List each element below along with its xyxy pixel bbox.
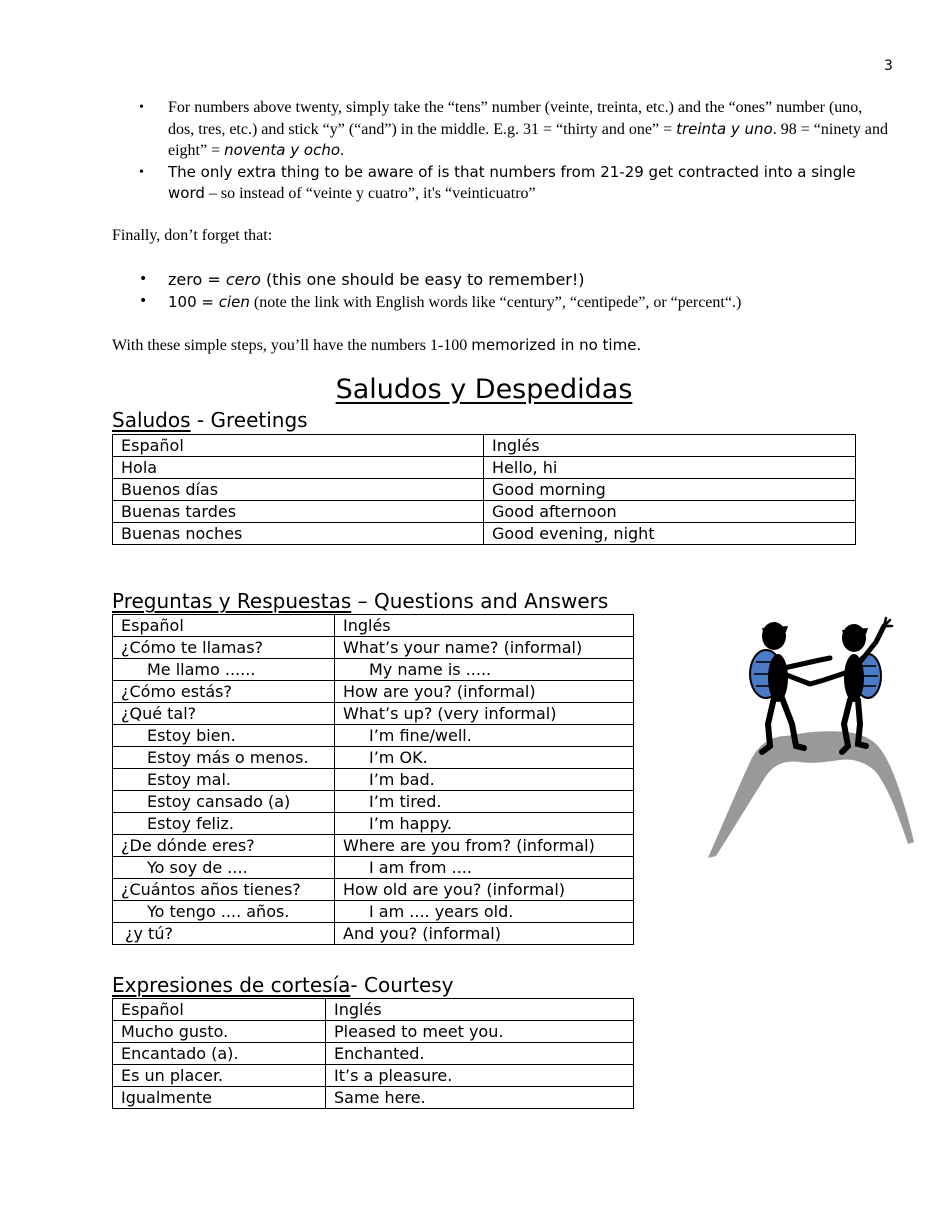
table-row: Yo soy de .... I am from ....: [113, 857, 634, 879]
table-header-row: [113, 999, 634, 1021]
table-row: Mucho gusto. Pleased to meet you.: [113, 1021, 634, 1043]
column-header-english: Inglés: [326, 999, 634, 1021]
column-header-spanish: Español: [113, 435, 484, 457]
list-item: • For numbers above twenty, simply take the “tens” number (veinte, treinta, etc.) and the “ones” number (uno, dos, tres, etc.) and stick “y” (“and”) in the middle. E.g. 31 = “thirty and one” = treinta y uno. 98 = “ninety and eight” = noventa y ocho.: [112, 97, 892, 162]
table-row: Yo tengo .... años. I am .... years old.: [113, 901, 634, 923]
table-row: Encantado (a). Enchanted.: [113, 1043, 634, 1065]
table-row: Estoy más o menos. I’m OK.: [113, 747, 634, 769]
table-row: ¿De dónde eres? Where are you from? (informal): [113, 835, 634, 857]
numbers-rules-list: [112, 97, 892, 205]
table-row: Estoy mal. I’m bad.: [113, 769, 634, 791]
questions-table: [112, 614, 634, 945]
table-row: ¿Cuántos años tienes? How old are you? (informal): [113, 879, 634, 901]
courtesy-table: [112, 998, 634, 1109]
list-item: • 100 = cien (note the link with English words like “century”, “centipede”, or “percent“.): [112, 291, 872, 314]
zero-hundred-list: [112, 269, 872, 313]
table-row: Buenas tardes Good afternoon: [113, 501, 856, 523]
table-row: Estoy cansado (a) I’m tired.: [113, 791, 634, 813]
column-header-spanish: Español: [113, 615, 335, 637]
table-row: Es un placer. It’s a pleasure.: [113, 1065, 634, 1087]
column-header-english: Inglés: [335, 615, 634, 637]
table-row: ¿Cómo estás? How are you? (informal): [113, 681, 634, 703]
table-row: Buenos días Good morning: [113, 479, 856, 501]
column-header-english: Inglés: [484, 435, 856, 457]
table-row: Estoy bien. I’m fine/well.: [113, 725, 634, 747]
table-row: Igualmente Same here.: [113, 1087, 634, 1109]
page-number: 3: [884, 58, 893, 74]
section-title-courtesy: Expresiones de cortesía- Courtesy: [112, 973, 454, 997]
table-row: Estoy feliz. I’m happy.: [113, 813, 634, 835]
table-row: Hola Hello, hi: [113, 457, 856, 479]
page-title: Saludos y Despedidas: [335, 374, 633, 405]
table-row: ¿Qué tal? What’s up? (very informal): [113, 703, 634, 725]
table-header-row: [113, 615, 634, 637]
table-row: ¿y tú? And you? (informal): [113, 923, 634, 945]
section-title-questions: Preguntas y Respuestas – Questions and Answers: [112, 589, 609, 613]
column-header-spanish: Español: [113, 999, 326, 1021]
section-title-greetings: Saludos - Greetings: [112, 408, 308, 432]
hikers-on-mountain-icon: [700, 612, 922, 864]
table-row: Me llamo ...... My name is .....: [113, 659, 634, 681]
table-header-row: [113, 435, 856, 457]
table-row: Buenas noches Good evening, night: [113, 523, 856, 545]
finally-paragraph: Finally, don’t forget that:: [112, 227, 273, 244]
greetings-table: [112, 434, 856, 545]
table-row: ¿Cómo te llamas? What’s your name? (informal): [113, 637, 634, 659]
steps-paragraph: With these simple steps, you’ll have the numbers 1-100 memorized in no time.: [112, 336, 642, 354]
list-item: • zero = cero (this one should be easy to remember!): [112, 269, 872, 291]
list-item: • The only extra thing to be aware of is that numbers from 21-29 get contracted into a single word – so instead of “veinte y cuatro”, it's “veinticuatro”: [112, 162, 892, 205]
mountain-shape: [708, 731, 914, 858]
